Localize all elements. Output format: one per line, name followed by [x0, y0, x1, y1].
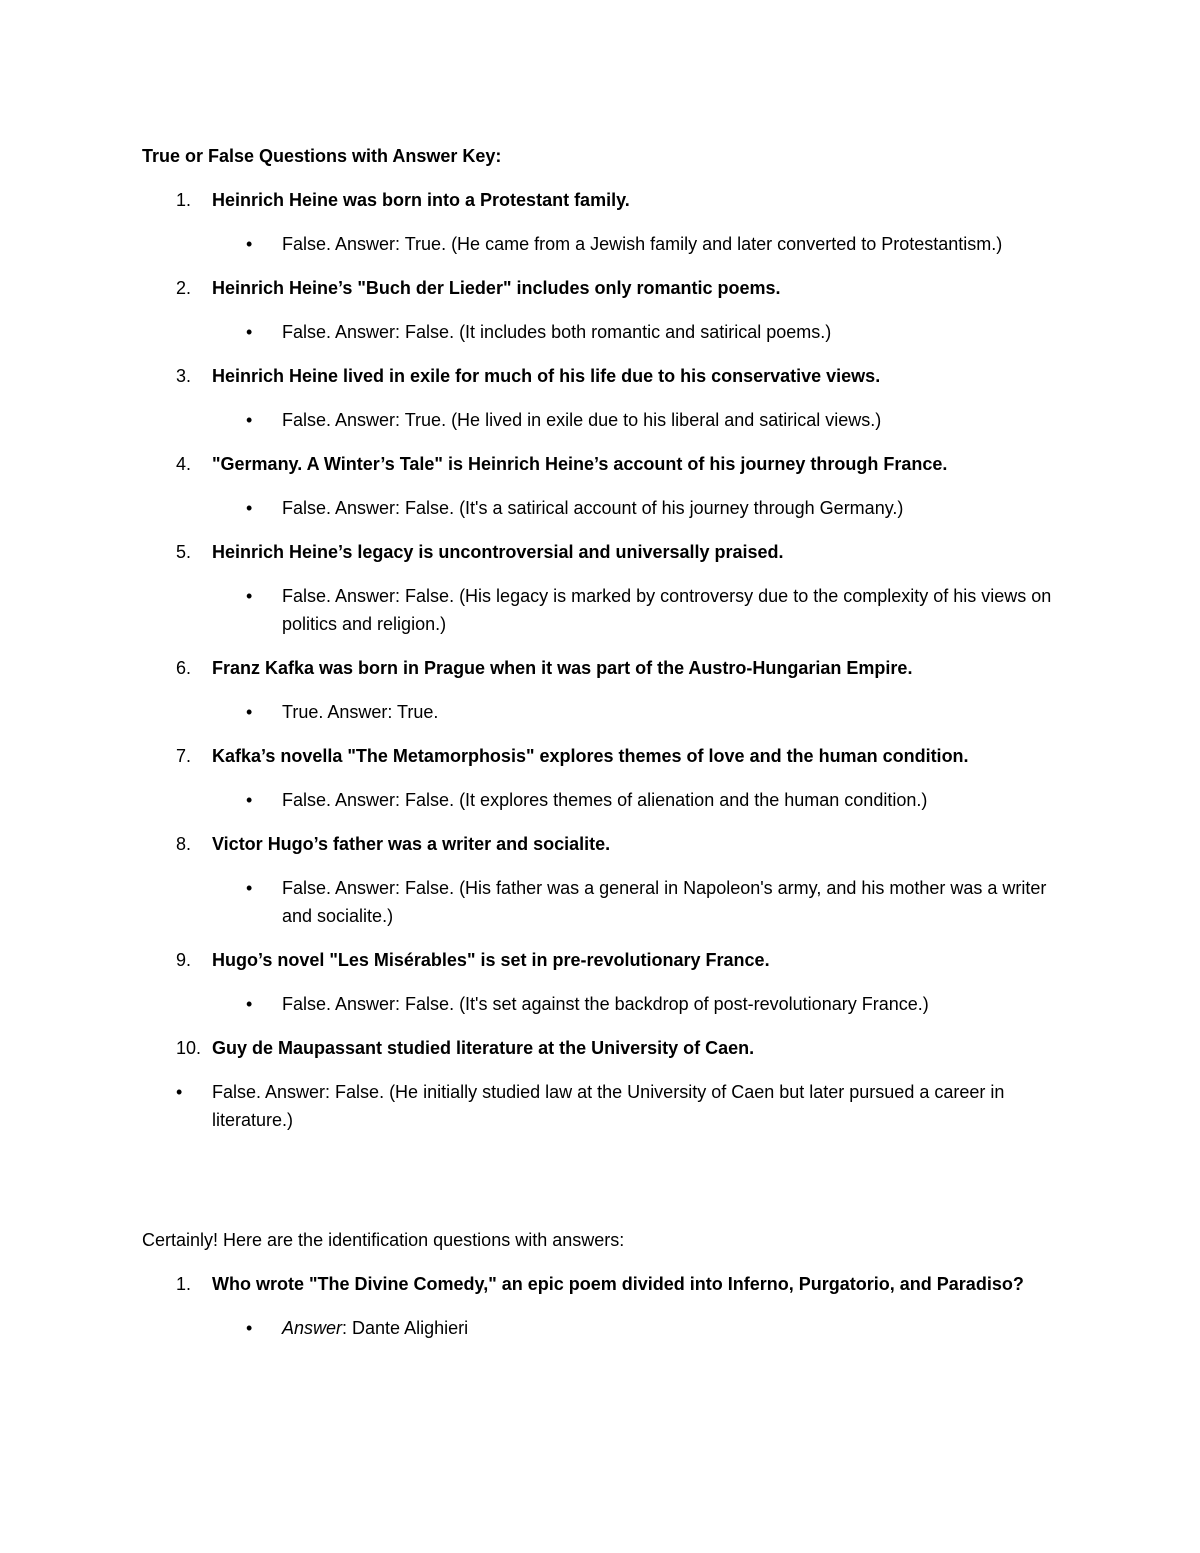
tf-answer-3 — [142, 406, 1058, 434]
ident-intro: Certainly! Here are the identification questions with answers: — [142, 1230, 625, 1250]
bullet-icon: • — [246, 1318, 253, 1338]
question-text: "Germany. A Winter’s Tale" is Heinrich Heine’s account of his journey through France. — [212, 454, 948, 474]
question-text: Who wrote "The Divine Comedy," an epic poem divided into Inferno, Purgatorio, and Paradiso? — [212, 1274, 1024, 1294]
bullet-icon: • — [246, 586, 253, 606]
bullet-icon: • — [246, 878, 253, 898]
ident-question-1 — [142, 1270, 1058, 1298]
question-text: Kafka’s novella "The Metamorphosis" explores themes of love and the human condition. — [212, 746, 969, 766]
answer-text: False. Answer: False. (It's set against the backdrop of post-revolutionary France.) — [282, 994, 929, 1014]
tf-answer-7 — [142, 786, 1058, 814]
bullet-icon: • — [246, 994, 253, 1014]
question-number: 1. — [176, 190, 192, 210]
question-text: Guy de Maupassant studied literature at the University of Caen. — [212, 1038, 755, 1058]
question-number: 8. — [176, 834, 192, 854]
bullet-icon: • — [246, 702, 253, 722]
question-number: 1. — [176, 1274, 192, 1294]
question-text: Heinrich Heine’s legacy is uncontroversial and universally praised. — [212, 542, 784, 562]
answer-text: True. Answer: True. — [282, 702, 439, 722]
tf-question-4 — [142, 450, 1058, 478]
question-number: 6. — [176, 658, 192, 678]
tf-answer-8 — [142, 874, 1058, 930]
tf-answer-2 — [142, 318, 1058, 346]
question-text: Heinrich Heine was born into a Protestant family. — [212, 190, 630, 210]
tf-answer-4 — [142, 494, 1058, 522]
bullet-icon: • — [176, 1082, 183, 1102]
tf-heading: True or False Questions with Answer Key: — [142, 146, 502, 166]
question-number: 2. — [176, 278, 192, 298]
question-text: Heinrich Heine lived in exile for much of his life due to his conservative views. — [212, 366, 881, 386]
bullet-icon: • — [246, 234, 253, 254]
question-number: 10. — [176, 1038, 202, 1058]
question-number: 7. — [176, 746, 192, 766]
tf-question-1 — [142, 186, 1058, 214]
answer-text: False. Answer: True. (He lived in exile due to his liberal and satirical views.) — [282, 410, 882, 430]
question-number: 3. — [176, 366, 192, 386]
question-text: Heinrich Heine’s "Buch der Lieder" includes only romantic poems. — [212, 278, 781, 298]
tf-question-5 — [142, 538, 1058, 566]
bullet-icon: • — [246, 322, 253, 342]
question-number: 9. — [176, 950, 192, 970]
question-number: 5. — [176, 542, 192, 562]
tf-answer-10 — [142, 1078, 1058, 1134]
answer-text: False. Answer: False. (He initially studied law at the University of Caen but later pursued a career in literature.) — [212, 1082, 1005, 1130]
tf-answer-1 — [142, 230, 1058, 258]
answer-value: : Dante Alighieri — [342, 1318, 469, 1338]
tf-question-8 — [142, 830, 1058, 858]
tf-answer-9 — [142, 990, 1058, 1018]
answer-text: False. Answer: False. (His legacy is marked by controversy due to the complexity of his views on politics and religion.) — [282, 586, 1052, 634]
answer-text: False. Answer: False. (His father was a general in Napoleon's army, and his mother was a writer and socialite.) — [282, 878, 1047, 926]
answer-text: False. Answer: False. (It's a satirical account of his journey through Germany.) — [282, 498, 904, 518]
question-number: 4. — [176, 454, 192, 474]
tf-question-7 — [142, 742, 1058, 770]
answer-label: Answer — [282, 1318, 343, 1338]
bullet-icon: • — [246, 410, 253, 430]
tf-answer-5 — [142, 582, 1058, 638]
tf-question-10 — [142, 1034, 1058, 1062]
tf-question-3 — [142, 362, 1058, 390]
question-text: Victor Hugo’s father was a writer and socialite. — [212, 834, 611, 854]
tf-question-9 — [142, 946, 1058, 974]
tf-question-6 — [142, 654, 1058, 682]
document-page — [142, 142, 1058, 1358]
answer-text: False. Answer: True. (He came from a Jewish family and later converted to Protestantism.) — [282, 234, 1003, 254]
section-spacer — [142, 1150, 1058, 1226]
ident-answer-1 — [142, 1314, 1058, 1342]
answer-text: False. Answer: False. (It explores themes of alienation and the human condition.) — [282, 790, 928, 810]
question-text: Franz Kafka was born in Prague when it was part of the Austro-Hungarian Empire. — [212, 658, 913, 678]
question-text: Hugo’s novel "Les Misérables" is set in pre-revolutionary France. — [212, 950, 770, 970]
tf-answer-6 — [142, 698, 1058, 726]
tf-question-2 — [142, 274, 1058, 302]
bullet-icon: • — [246, 498, 253, 518]
answer-text: False. Answer: False. (It includes both romantic and satirical poems.) — [282, 322, 832, 342]
bullet-icon: • — [246, 790, 253, 810]
